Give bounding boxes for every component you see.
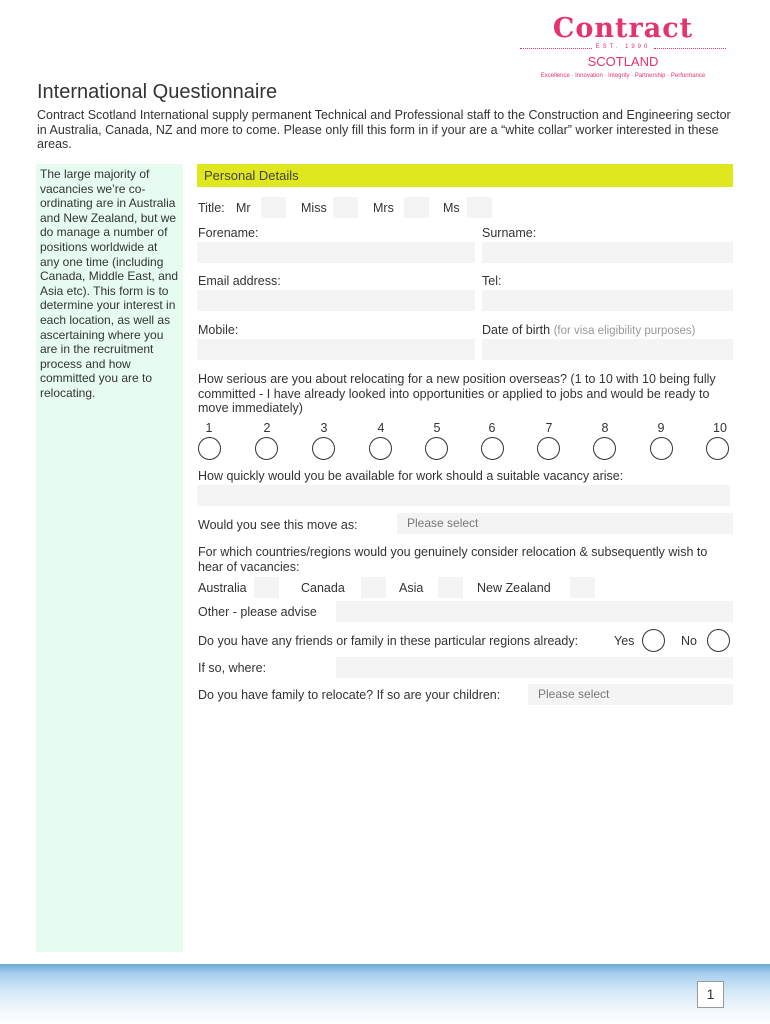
email-input[interactable] bbox=[197, 290, 475, 311]
mobile-label: Mobile: bbox=[198, 323, 239, 337]
scale-label: 6 bbox=[488, 421, 496, 435]
scale-label: 1 bbox=[205, 421, 213, 435]
where-input[interactable] bbox=[336, 657, 733, 678]
title-miss-checkbox[interactable] bbox=[333, 197, 358, 218]
scale-radio-8[interactable] bbox=[593, 437, 616, 460]
intro-text: Contract Scotland International supply permanent Technical and Professional staff to the Construction and Engineering sector in Australia, Canada, NZ and more to come. Please only fill this form in if your are a “white collar” worker interested in these areas. bbox=[37, 108, 731, 151]
surname-label: Surname: bbox=[482, 226, 537, 240]
move-type-select[interactable]: Please select bbox=[397, 513, 733, 534]
other-regions-label: Other - please advise bbox=[198, 605, 317, 619]
scale-label: 7 bbox=[545, 421, 553, 435]
scale-radio-7[interactable] bbox=[537, 437, 560, 460]
friends-no-label: No bbox=[681, 634, 697, 648]
dob-label bbox=[482, 323, 695, 337]
availability-input[interactable] bbox=[197, 485, 730, 506]
scale-label: 9 bbox=[657, 421, 665, 435]
family-relocate-question: Do you have family to relocate? If so are your children: bbox=[198, 688, 501, 702]
family-relocate-select[interactable]: Please select bbox=[528, 684, 733, 705]
email-label: Email address: bbox=[198, 274, 281, 288]
sidebar-text: The large majority of vacancies we’re co-ordinating are in Australia and New Zealand, but we do manage a number of positions worldwide at any one time (including Canada, Middle East, and Asia etc). This form is to determine your interest in each location, as well as ascertaining where you are in the recruitment process and how committed you are to relocating. bbox=[40, 167, 179, 400]
scale-label: 10 bbox=[713, 421, 727, 435]
section-header bbox=[197, 164, 733, 187]
title-mr-checkbox[interactable] bbox=[261, 197, 286, 218]
logo-tagline: Excellence · Innovation · Integrity · Partnership · Performance bbox=[540, 73, 706, 79]
title-ms-checkbox[interactable] bbox=[467, 197, 492, 218]
title-label: Title: bbox=[198, 201, 225, 215]
where-label: If so, where: bbox=[198, 661, 267, 675]
sidebar-panel bbox=[36, 164, 183, 952]
scale-label: 3 bbox=[320, 421, 328, 435]
country-asia-checkbox[interactable] bbox=[438, 577, 463, 598]
country-australia-checkbox[interactable] bbox=[254, 577, 279, 598]
scale-radio-5[interactable] bbox=[425, 437, 448, 460]
title-option-miss-label: Miss bbox=[301, 201, 327, 215]
country-new-zealand-label: New Zealand bbox=[477, 581, 551, 595]
scale-radio-10[interactable] bbox=[706, 437, 729, 460]
other-regions-input[interactable] bbox=[336, 601, 733, 622]
friends-yes-label: Yes bbox=[614, 634, 635, 648]
country-canada-label: Canada bbox=[301, 581, 345, 595]
friends-no-radio[interactable] bbox=[707, 629, 730, 652]
friends-yes-radio[interactable] bbox=[642, 629, 665, 652]
scale-radio-6[interactable] bbox=[481, 437, 504, 460]
tel-input[interactable] bbox=[482, 290, 733, 311]
tel-label: Tel: bbox=[482, 274, 502, 288]
availability-question: How quickly would you be available for work should a suitable vacancy arise: bbox=[198, 469, 624, 483]
scale-label: 2 bbox=[263, 421, 271, 435]
title-option-mr-label: Mr bbox=[236, 201, 251, 215]
scale-radio-1[interactable] bbox=[198, 437, 221, 460]
scale-label: 5 bbox=[433, 421, 441, 435]
footer-band bbox=[0, 964, 770, 1024]
scale-radio-4[interactable] bbox=[369, 437, 392, 460]
friends-family-question: Do you have any friends or family in these particular regions already: bbox=[198, 634, 579, 648]
forename-input[interactable] bbox=[197, 242, 475, 263]
seriousness-question: How serious are you about relocating for a new position overseas? (1 to 10 with 10 being fully committed - I have already looked into opportunities or applied to jobs and would be ready to move immediately) bbox=[198, 372, 716, 415]
country-asia-label: Asia bbox=[399, 581, 424, 595]
dob-hint: (for visa eligibility purposes) bbox=[553, 325, 696, 337]
country-canada-checkbox[interactable] bbox=[361, 577, 386, 598]
mobile-input[interactable] bbox=[197, 339, 475, 360]
dob-input[interactable] bbox=[482, 339, 733, 360]
scale-label: 4 bbox=[377, 421, 385, 435]
scale-radio-2[interactable] bbox=[255, 437, 278, 460]
logo-wordmark: Contract bbox=[552, 13, 694, 44]
section-title: Personal Details bbox=[204, 168, 299, 183]
country-new-zealand-checkbox[interactable] bbox=[570, 577, 595, 598]
logo-established: EST. 1990 bbox=[516, 44, 730, 53]
page-number: 1 bbox=[697, 981, 724, 1008]
forename-label: Forename: bbox=[198, 226, 259, 240]
company-logo bbox=[516, 14, 730, 79]
scale-radio-3[interactable] bbox=[312, 437, 335, 460]
title-option-mrs-label: Mrs bbox=[373, 201, 394, 215]
countries-question: For which countries/regions would you genuinely consider relocation & subsequently wish to hear of vacancies: bbox=[198, 545, 708, 574]
dob-label-text: Date of birth bbox=[482, 323, 551, 337]
title-option-ms-label: Ms bbox=[443, 201, 460, 215]
move-type-question: Would you see this move as: bbox=[198, 518, 358, 532]
scale-label: 8 bbox=[601, 421, 609, 435]
surname-input[interactable] bbox=[482, 242, 733, 263]
scale-radio-9[interactable] bbox=[650, 437, 673, 460]
title-mrs-checkbox[interactable] bbox=[404, 197, 429, 218]
logo-region: SCOTLAND bbox=[587, 54, 659, 69]
country-australia-label: Australia bbox=[198, 581, 247, 595]
page-title: International Questionnaire bbox=[37, 81, 278, 103]
